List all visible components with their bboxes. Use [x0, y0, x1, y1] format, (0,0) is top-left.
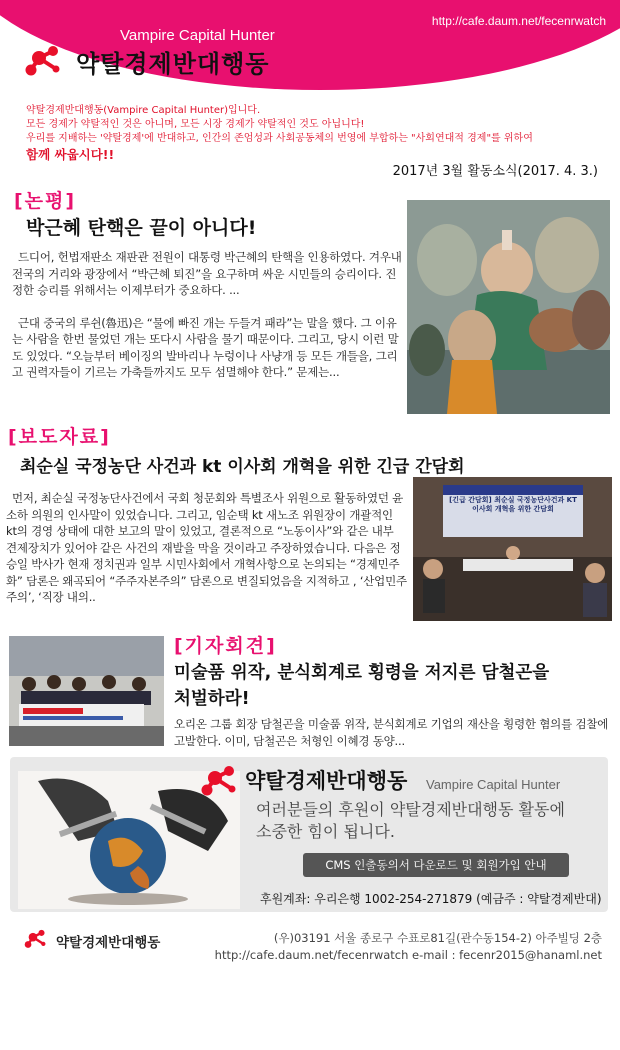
footer-address: (우)03191 서울 종로구 수표로81길(관수동154-2) 아주빌딩 2층 [273, 931, 602, 945]
section3-label: [기자회견] [174, 635, 277, 657]
support-english-name: Vampire Capital Hunter [426, 777, 561, 792]
support-message-line-2: 소중한 힘이 됩니다. [256, 822, 395, 841]
section2-title-link[interactable]: 최순실 국정농단 사건과 kt 이사회 개혁을 위한 긴급 간담회 [20, 457, 465, 477]
support-message-line-1: 여러분들의 후원이 약탈경제반대행동 활동에 [256, 800, 565, 819]
red-blob-logo-icon [22, 43, 66, 79]
section3-title-line-2: 처벌하라! [174, 689, 250, 709]
support-box [10, 757, 608, 912]
press-meeting-photo[interactable] [413, 477, 612, 621]
section1-body [12, 249, 402, 381]
intro-text [26, 104, 606, 163]
footer-org-name: 약탈경제반대행동 [56, 935, 161, 951]
section1-title-link[interactable]: 박근혜 탄핵은 끝이 아니다! [26, 217, 257, 239]
intro-line-4: 함께 싸웁시다!! [26, 147, 115, 162]
cartoon-illustration[interactable] [407, 200, 610, 414]
section1-paragraph-2: 근대 중국의 루쉰(魯迅)은 “물에 빠진 개는 두들겨 패라”는 말을 했다. 그 이유는 사람을 한번 물었던 개는 또다시 사람을 물기 때문이다. 그리고, 당시 이런 말도 있었다. “오늘부터 베이징의 발바리나 누렁이나 사냥개 등 모든 개들을, 그리고 권력자들이 기르는 가축들까지도 모두 섬멸해야 한다.” 문제는... [12, 315, 399, 379]
footer-contact[interactable]: http://cafe.daum.net/fecenrwatch e-mail : fecenr2015@hanaml.net [214, 948, 602, 962]
header-cafe-link[interactable]: http://cafe.daum.net/fecenrwatch [431, 14, 606, 28]
footer-logo-icon [22, 928, 50, 950]
section1-label: [논평] [14, 190, 77, 212]
photo-banner-text: [긴급 간담회] 최순실 국정농단사건과 KT이사회 개혁을 위한 간담회 [449, 496, 577, 513]
section2-label: [보도자료] [8, 426, 111, 448]
header [0, 0, 620, 92]
section3-title-line-1: 미술품 위작, 분식회계로 횡령을 저지른 담철곤을 [174, 663, 550, 683]
press-conference-photo[interactable] [9, 636, 164, 746]
header-english-name: Vampire Capital Hunter [120, 27, 275, 44]
header-title: 약탈경제반대행동 [76, 50, 270, 78]
intro-line-3: 우리를 지배하는 '약탈경제'에 반대하고, 인간의 존엄성과 사회공동체의 번영에 부합하는 "사회연대적 경제"를 위하여 [26, 133, 533, 144]
support-message [256, 799, 565, 843]
section3-body: 오리온 그룹 회장 담철곤을 미술품 위작, 분식회계로 기업의 재산을 횡령한 혐의를 검찰에 고발한다. 이미, 담철곤은 처형인 이혜경 동양... [174, 717, 609, 748]
cms-download-button[interactable]: CMS 인출동의서 다운로드 및 회원가입 안내 [303, 853, 569, 877]
section2-body: 먼저, 최순실 국정농단사건에서 국회 청문회와 특별조사 위원으로 활동하였던 윤소하 의원의 인사말이 있었습니다. 그리고, 임순택 kt 새노조 위원장이 개괄적인 kt의 경영 상태에 대한 보고의 말이 있었고, 결론적으로 “노동이사”와 같은 내부 견제장치가 있어야 같은 사건의 재발을 막을 것이라고 주장하였습니다. 다음은 정승일 박사가 현재 정치권과 일부 시민사회에서 개혁사항으로 논의되는 “경제민주화” 담론은 왜곡되어 “주주자본주의” 담론으로 변질되었음을 지적하고 , ‘산업민주주의’, ‘직장 내의.. [6, 491, 407, 604]
support-logo-icon [198, 763, 242, 799]
section3-title-link[interactable] [174, 660, 614, 712]
footer-address-block [215, 930, 602, 964]
newsletter-date: 2017년 3월 활동소식(2017. 4. 3.) [392, 164, 598, 179]
section1-paragraph-1: 드디어, 헌법재판소 재판관 전원이 대통령 박근혜의 탄핵을 인용하였다. 겨우내 전국의 거리와 광장에서 “박근혜 퇴진”을 요구하며 싸운 시민들의 승리이다. 진정한 승리를 위해서는 이제부터가 중요하다. ... [12, 250, 402, 297]
intro-line-1: 약탈경제반대행동(Vampire Capital Hunter)입니다. [26, 105, 261, 116]
support-org-name: 약탈경제반대행동 [245, 769, 408, 793]
intro-line-2: 모든 경제가 약탈적인 것은 아니며, 모든 시장 경제가 약탈적인 것도 아닙니다! [26, 119, 365, 130]
donation-account: 후원계좌: 우리은행 1002-254-271879 (예금주 : 약탈경제반대) [260, 892, 602, 906]
